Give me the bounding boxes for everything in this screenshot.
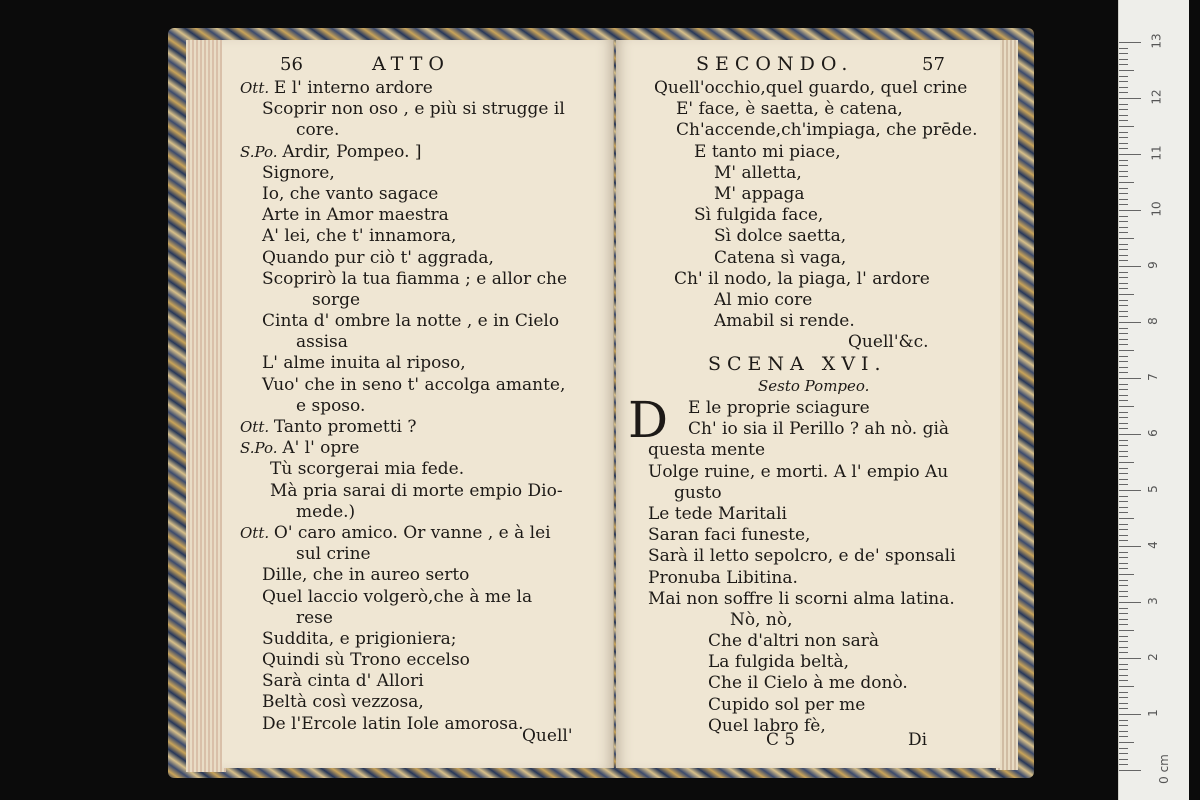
verse-line [222, 671, 613, 692]
ruler-tick [1119, 300, 1128, 301]
verse-text: Che il Cielo à me donò. [708, 673, 908, 694]
ruler-tick [1119, 546, 1141, 547]
ruler-tick [1119, 608, 1128, 609]
verse-line [222, 353, 613, 374]
verse-text: Quel labro fè, [708, 715, 826, 736]
verse-line [616, 673, 1000, 694]
ruler-tick [1119, 367, 1128, 368]
ruler-tick [1119, 451, 1128, 452]
verse-line [222, 142, 613, 163]
ruler-label: 9 [1145, 261, 1160, 269]
verse-line [222, 226, 613, 247]
ruler-tick [1119, 473, 1128, 474]
ruler-tick [1119, 372, 1128, 373]
ruler-tick [1119, 53, 1128, 54]
verse-text: e sposo. [296, 395, 366, 416]
verse-line [222, 120, 613, 141]
verse-text: Quando pur ciò t' aggrada, [262, 247, 494, 268]
verse-text: Signore, [262, 162, 335, 183]
ruler-tick [1119, 742, 1134, 743]
verse-line [616, 248, 1000, 269]
page-stack-left [186, 40, 226, 772]
ruler-tick [1119, 120, 1128, 121]
ruler-label: 11 [1149, 145, 1164, 161]
verse-line [616, 99, 1000, 120]
ruler-tick [1119, 283, 1128, 284]
ruler-tick [1119, 87, 1128, 88]
verse-line [222, 269, 613, 290]
ruler-tick [1119, 210, 1141, 211]
verse-line [222, 99, 613, 120]
verse-text: Tù scorgerai mia fede. [270, 459, 465, 480]
ruler-label: 1 [1145, 709, 1160, 717]
ruler-tick [1119, 81, 1128, 82]
verse-line [222, 184, 613, 205]
verse-text: M' alletta, [714, 162, 802, 183]
verse-line [616, 311, 1000, 332]
right-page-header [616, 54, 1000, 78]
ruler-tick [1119, 720, 1128, 721]
ruler-tick [1119, 557, 1128, 558]
verse-line [616, 120, 1000, 141]
verse-text: Quel laccio volgerò,che à me la [262, 586, 533, 607]
ruler-tick [1119, 714, 1141, 715]
running-head: ATTO [372, 53, 450, 75]
ruler-tick [1119, 277, 1128, 278]
verse-line [222, 163, 613, 184]
page-number: 56 [280, 54, 303, 75]
catchword: Di [908, 730, 928, 750]
ruler-tick [1119, 350, 1134, 351]
ruler-tick [1119, 288, 1128, 289]
verse-text: Ch' il nodo, la piaga, l' ardore [674, 268, 930, 289]
verse-text: sul crine [296, 544, 371, 565]
verse-text: mede.) [296, 501, 356, 522]
verse-text: Io, che vanto sagace [262, 183, 439, 204]
verse-line [616, 568, 1000, 589]
ruler-tick [1119, 272, 1128, 273]
ruler-tick [1119, 434, 1141, 435]
verse-line [222, 438, 613, 459]
verse-line [222, 692, 613, 713]
ruler-tick [1119, 244, 1128, 245]
ruler-tick [1119, 232, 1128, 233]
verse-line [222, 587, 613, 608]
ruler-label: 13 [1149, 33, 1164, 49]
verse-line [616, 184, 1000, 205]
verse-line [616, 226, 1000, 247]
verse-line [222, 332, 613, 353]
ruler-tick [1119, 423, 1128, 424]
ruler-tick [1119, 48, 1128, 49]
ruler-tick [1119, 59, 1128, 60]
ruler-tick [1119, 361, 1128, 362]
ruler-tick [1119, 115, 1128, 116]
ruler-tick [1119, 389, 1128, 390]
verse-line [616, 525, 1000, 546]
verse-text: Scoprirò la tua fiamma ; e allor che [262, 268, 568, 289]
verse-line [616, 398, 1000, 419]
ruler-tick [1119, 484, 1128, 485]
verse-line [616, 205, 1000, 226]
verse-text: Uolge ruine, e morti. A l' empio Au [648, 461, 949, 482]
verse-text: Sarà il letto sepolcro, e de' sponsali [648, 546, 956, 567]
verse-text: M' appaga [714, 183, 805, 204]
verse-text: Sarà cinta d' Allori [262, 671, 424, 692]
ruler-tick [1119, 305, 1128, 306]
verse-line [616, 163, 1000, 184]
ruler-tick [1119, 468, 1128, 469]
ruler-tick [1119, 759, 1128, 760]
ruler-tick [1119, 428, 1128, 429]
ruler-tick [1119, 378, 1141, 379]
left-page [222, 40, 614, 768]
ruler-tick [1119, 512, 1128, 513]
ruler-tick [1119, 680, 1128, 681]
ruler-tick [1119, 524, 1128, 525]
verse-text: Beltà così vezzosa, [262, 692, 424, 713]
ruler-tick [1119, 160, 1128, 161]
ruler-tick [1119, 255, 1128, 256]
verse-line [616, 716, 1000, 737]
verse-text: E tanto mi piace, [694, 141, 841, 162]
catchword: Quell' [522, 726, 573, 746]
refrain: Quell'&c. [848, 332, 929, 352]
ruler-tick [1119, 613, 1128, 614]
ruler-tick [1119, 333, 1128, 334]
verse-text: Sì fulgida face, [694, 205, 824, 226]
ruler-tick [1119, 692, 1128, 693]
ruler-tick [1119, 221, 1128, 222]
verse-text: O' caro amico. Or vanne , e à lei [273, 522, 551, 543]
ruler-tick [1119, 193, 1128, 194]
verse-text: Catena sì vaga, [714, 247, 847, 268]
verse-text: Dille, che in aureo serto [262, 565, 470, 586]
verse-text: Scoprir non oso , e più si strugge il [262, 99, 565, 120]
verse-line [222, 311, 613, 332]
drop-cap: D [628, 391, 669, 449]
ruler-tick [1119, 356, 1128, 357]
verse-text: Suddita, e prigioniera; [262, 628, 457, 649]
ruler-label: 8 [1145, 317, 1160, 325]
verse-line [616, 483, 1000, 504]
verse-line [222, 544, 613, 565]
signature-mark: C 5 [766, 730, 796, 750]
ruler-tick [1119, 316, 1128, 317]
verse-text: L' alme inuita al riposo, [262, 353, 466, 374]
ruler-tick [1119, 143, 1128, 144]
left-text-block [222, 78, 613, 735]
ruler-tick [1119, 574, 1134, 575]
ruler-label: 6 [1145, 429, 1160, 437]
verse-line [616, 440, 1000, 461]
ruler-tick [1119, 182, 1134, 183]
ruler-tick [1119, 529, 1128, 530]
ruler-tick [1119, 132, 1128, 133]
verse-text: Arte in Amor maestra [262, 205, 449, 226]
verse-line [222, 608, 613, 629]
ruler-tick [1119, 518, 1134, 519]
ruler-tick [1119, 260, 1128, 261]
verse-text: assisa [296, 332, 348, 353]
measuring-ruler [1118, 0, 1189, 800]
ruler-tick [1119, 580, 1128, 581]
ruler-tick [1119, 406, 1134, 407]
verse-line [616, 269, 1000, 290]
ruler-tick [1119, 602, 1141, 603]
ruler-tick [1119, 652, 1128, 653]
ruler-tick [1119, 176, 1128, 177]
ruler-tick [1119, 154, 1141, 155]
ruler-tick [1119, 216, 1128, 217]
ruler-tick [1119, 311, 1128, 312]
ruler-tick [1119, 384, 1128, 385]
verse-line [222, 375, 613, 396]
scene-title: SCENA XVI. [708, 353, 887, 375]
ruler-tick [1119, 400, 1128, 401]
ruler-tick [1119, 204, 1128, 205]
ruler-tick [1119, 764, 1128, 765]
verse-text: A' l' opre [282, 438, 360, 459]
ruler-tick [1119, 736, 1128, 737]
verse-text: Saran faci funeste, [648, 525, 811, 546]
verse-text: Sì dolce saetta, [714, 226, 847, 247]
verse-text: Ch'accende,ch'impiaga, che prēde. [676, 120, 978, 141]
verse-text: E' face, è saetta, è catena, [676, 99, 903, 120]
ruler-tick [1119, 496, 1128, 497]
verse-line [222, 78, 613, 99]
ruler-tick [1119, 725, 1128, 726]
verse-text: gusto [674, 482, 722, 503]
verse-line [616, 546, 1000, 567]
ruler-label: 0 cm [1156, 754, 1171, 784]
verse-line [616, 419, 1000, 440]
verse-text: A' lei, che t' innamora, [262, 226, 457, 247]
verse-line [616, 78, 1000, 99]
verse-text: Tanto prometti ? [273, 417, 417, 437]
ruler-tick [1119, 703, 1128, 704]
ruler-label: 7 [1145, 373, 1160, 381]
left-page-header [222, 54, 613, 78]
verse-line [616, 290, 1000, 311]
running-head: SECONDO. [696, 53, 854, 75]
ruler-tick [1119, 456, 1128, 457]
verse-text: Al mio core [714, 289, 813, 310]
ruler-label: 3 [1145, 597, 1160, 605]
ruler-tick [1119, 591, 1128, 592]
ruler-tick [1119, 552, 1128, 553]
ruler-tick [1119, 675, 1128, 676]
ruler-tick [1119, 188, 1128, 189]
ruler-tick [1119, 731, 1128, 732]
verse-line [222, 417, 613, 438]
ruler-tick [1119, 92, 1128, 93]
ruler-tick [1119, 748, 1128, 749]
ruler-label: 2 [1145, 653, 1160, 661]
right-text-block [616, 78, 1000, 332]
ruler-tick [1119, 445, 1128, 446]
verse-line [222, 481, 613, 502]
scene-text-block [616, 391, 1000, 737]
verse-text: De l'Ercole latin Iole amorosa. [262, 713, 524, 734]
verse-text: Cinta d' ombre la notte , e in Cielo [262, 311, 560, 332]
verse-line [616, 462, 1000, 483]
ruler-tick [1119, 753, 1128, 754]
ruler-tick [1119, 104, 1128, 105]
verse-text: Ch' io sia il Perillo ? ah nò. già [688, 419, 950, 440]
verse-line [616, 695, 1000, 716]
ruler-tick [1119, 76, 1128, 77]
speaker-label: Ott. [240, 523, 274, 542]
ruler-tick [1119, 501, 1128, 502]
ruler-tick [1119, 641, 1128, 642]
verse-text: E l' interno ardore [273, 78, 433, 98]
verse-line [222, 290, 613, 311]
verse-text: Mà pria sarai di morte empio Dio- [270, 480, 563, 501]
scene-character: Sesto Pompeo. [758, 377, 870, 395]
verse-line [222, 459, 613, 480]
verse-line [222, 629, 613, 650]
verse-text: core. [296, 120, 340, 141]
ruler-label: 5 [1145, 485, 1160, 493]
verse-text: sorge [312, 289, 361, 310]
ruler-tick [1119, 596, 1128, 597]
verse-line [616, 589, 1000, 610]
verse-text: Cupido sol per me [708, 694, 866, 715]
ruler-tick [1119, 339, 1128, 340]
verse-line [616, 652, 1000, 673]
ruler-tick [1119, 624, 1128, 625]
verse-text: rese [296, 607, 333, 628]
ruler-tick [1119, 70, 1134, 71]
ruler-tick [1119, 697, 1128, 698]
ruler-tick [1119, 490, 1141, 491]
ruler-tick [1119, 165, 1128, 166]
verse-line [616, 631, 1000, 652]
ruler-tick [1119, 563, 1128, 564]
page-number: 57 [922, 54, 945, 75]
ruler-tick [1119, 171, 1128, 172]
ruler-tick [1119, 322, 1141, 323]
ruler-tick [1119, 636, 1128, 637]
ruler-tick [1119, 137, 1128, 138]
verse-line [222, 523, 613, 544]
ruler-tick [1119, 462, 1134, 463]
speaker-label: S.Po. [240, 142, 283, 161]
verse-line [222, 205, 613, 226]
ruler-tick [1119, 686, 1134, 687]
ruler-tick [1119, 249, 1128, 250]
ruler-tick [1119, 540, 1128, 541]
verse-text: Quindi sù Trono eccelso [262, 650, 470, 671]
verse-text: La fulgida beltà, [708, 652, 849, 673]
speaker-label: Ott. [240, 79, 274, 97]
ruler-label: 12 [1149, 89, 1164, 105]
verse-line [222, 248, 613, 269]
verse-text: Ardir, Pompeo. ] [282, 141, 422, 162]
verse-text: Quell'occhio,quel guardo, quel crine [654, 78, 968, 98]
ruler-tick [1119, 647, 1128, 648]
verse-text: E le proprie sciagure [688, 398, 870, 418]
ruler-tick [1119, 708, 1128, 709]
ruler-tick [1119, 619, 1128, 620]
ruler-tick [1119, 227, 1128, 228]
ruler-tick [1119, 585, 1128, 586]
ruler-tick [1119, 109, 1128, 110]
ruler-label: 10 [1149, 201, 1164, 217]
ruler-tick [1119, 658, 1141, 659]
ruler-tick [1119, 344, 1128, 345]
verse-text: Vuo' che in seno t' accolga amante, [262, 374, 566, 395]
verse-text: Amabil si rende. [714, 311, 855, 332]
ruler-tick [1119, 535, 1128, 536]
ruler-tick [1119, 568, 1128, 569]
ruler-tick [1119, 64, 1128, 65]
ruler-tick [1119, 630, 1134, 631]
ruler-tick [1119, 266, 1141, 267]
verse-text: Mai non soffre li scorni alma latina. [648, 588, 955, 609]
ruler-tick [1119, 199, 1128, 200]
verse-line [616, 142, 1000, 163]
speaker-label: S.Po. [240, 439, 283, 458]
ruler-tick [1119, 507, 1128, 508]
verse-line [222, 565, 613, 586]
ruler-tick [1119, 42, 1141, 43]
ruler-tick [1119, 479, 1128, 480]
ruler-tick [1119, 417, 1128, 418]
ruler-tick [1119, 669, 1128, 670]
speaker-label: Ott. [240, 418, 274, 436]
verse-line [222, 502, 613, 523]
ruler-tick [1119, 148, 1128, 149]
verse-text: Pronuba Libitina. [648, 567, 798, 588]
ruler-label: 4 [1145, 541, 1160, 549]
ruler-tick [1119, 328, 1128, 329]
ruler-tick [1119, 412, 1128, 413]
ruler-tick [1119, 98, 1141, 99]
verse-line [222, 650, 613, 671]
ruler-tick [1119, 395, 1128, 396]
verse-text: questa mente [648, 440, 766, 461]
verse-text: Che d'altri non sarà [708, 631, 880, 652]
ruler-tick [1119, 126, 1134, 127]
verse-line [616, 610, 1000, 631]
ruler-tick [1119, 770, 1141, 771]
ruler-tick [1119, 294, 1134, 295]
ruler-tick [1119, 238, 1134, 239]
ruler-tick [1119, 440, 1128, 441]
verse-line [222, 396, 613, 417]
verse-text: Le tede Maritali [648, 503, 787, 524]
ruler-tick [1119, 664, 1128, 665]
right-page [616, 40, 1000, 768]
verse-text: Nò, nò, [730, 609, 793, 630]
verse-line [616, 504, 1000, 525]
